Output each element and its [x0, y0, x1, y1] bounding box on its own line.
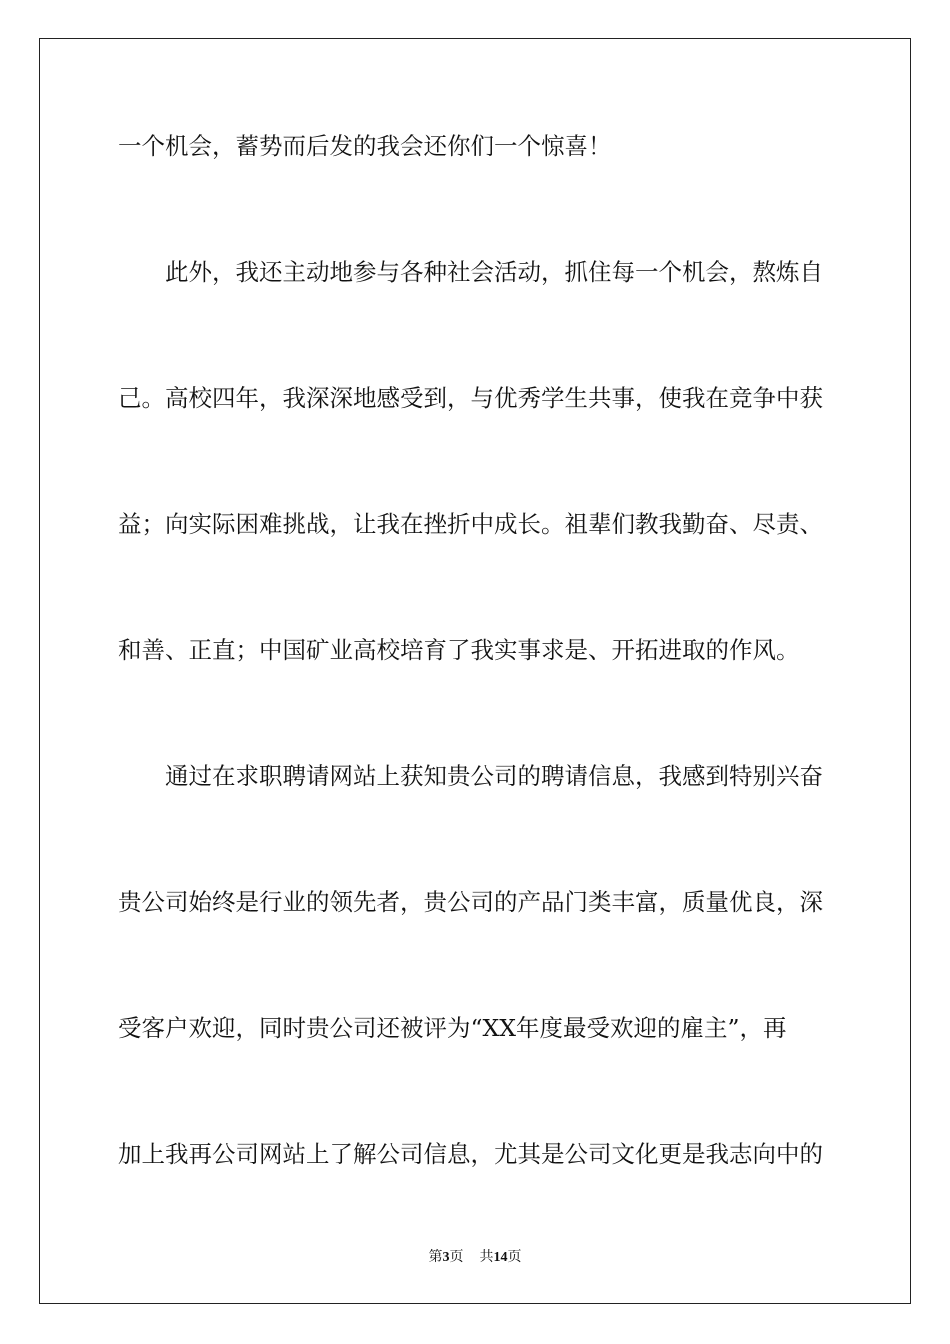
- text-line: 益；向实际困难挑战，让我在挫折中成长。祖辈们教我勤奋、尽责、: [118, 510, 823, 538]
- text-line: 受客户欢迎，同时贵公司还被评为“XX年度最受欢迎的雇主”，再: [118, 1014, 787, 1042]
- text-line: 和善、正直；中国矿业高校培育了我实事求是、开拓进取的作风。: [118, 636, 800, 664]
- total-page-number: 14: [493, 1250, 508, 1265]
- text-line: 此外，我还主动地参与各种社会活动，抓住每一个机会，熬炼自: [165, 258, 823, 286]
- document-body: [118, 122, 834, 1256]
- total-suffix: 页: [507, 1249, 522, 1265]
- total-prefix: 共: [479, 1249, 494, 1265]
- text-line: 一个机会，蓄势而后发的我会还你们一个惊喜！: [118, 132, 612, 160]
- text-line: 通过在求职聘请网站上获知贵公司的聘请信息，我感到特别兴奋: [165, 762, 823, 790]
- current-page-number: 3: [442, 1250, 450, 1265]
- text-line: 贵公司始终是行业的领先者，贵公司的产品门类丰富，质量优良，深: [118, 888, 823, 916]
- page-footer: [0, 1247, 950, 1268]
- text-line: 己。高校四年，我深深地感受到，与优秀学生共事，使我在竞争中获: [118, 384, 823, 412]
- page-prefix: 第: [428, 1249, 443, 1265]
- text-line: 加上我再公司网站上了解公司信息，尤其是公司文化更是我志向中的: [118, 1140, 823, 1168]
- page-suffix: 页: [449, 1249, 464, 1265]
